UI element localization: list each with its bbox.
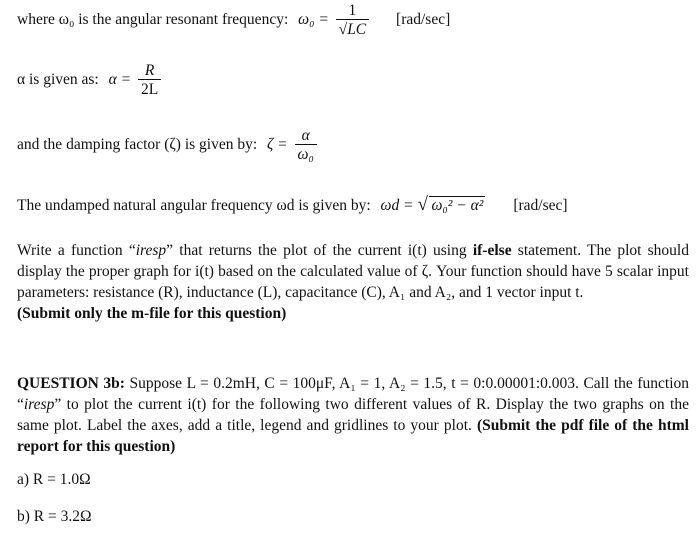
q3b-text-1: Suppose L = 0.2mH, C = 100μF, A₁ = 1, A₂ = 1.5, t = 0:0.00001:0.003. Call the function “ bbox=[17, 375, 689, 413]
eq4-radicand: ω₀² − α² bbox=[431, 197, 484, 214]
question-3b bbox=[17, 373, 689, 457]
eq-undamped-frequency bbox=[17, 196, 568, 215]
task-text-2: ” that returns the plot of the current i(t) using bbox=[166, 242, 473, 259]
eq-damping-factor bbox=[17, 127, 320, 164]
task-submit-note: (Submit only the m-file for this question) bbox=[17, 305, 287, 322]
eq1-fraction bbox=[336, 2, 369, 39]
eq3-numerator: α bbox=[301, 127, 310, 144]
task-if-else: if-else bbox=[472, 242, 512, 259]
sqrt-icon: √ bbox=[417, 194, 428, 215]
eq3-fraction bbox=[295, 127, 317, 164]
eq1-denominator: √LC bbox=[336, 19, 369, 39]
q3b-func-name: iresp bbox=[23, 396, 55, 413]
eq1-prefix: where ω₀ is the angular resonant frequency: bbox=[17, 11, 289, 29]
eq-resonant-frequency bbox=[17, 2, 450, 39]
eq4-unit: [rad/sec] bbox=[513, 197, 568, 214]
task-text-1: Write a function “ bbox=[17, 242, 136, 259]
q3b-heading: QUESTION 3b: bbox=[17, 375, 125, 392]
q3b-submit-note: (Submit the pdf file of the html report for this question) bbox=[17, 417, 689, 455]
eq4-prefix: The undamped natural angular frequency ωd is given by: bbox=[17, 197, 371, 214]
eq2-denominator: 2L bbox=[138, 79, 161, 99]
eq4-sqrt bbox=[417, 196, 485, 215]
option-a: a) R = 1.0Ω bbox=[17, 471, 91, 488]
eq2-fraction bbox=[138, 62, 161, 99]
eq-alpha bbox=[17, 62, 164, 99]
task-text-3: statement. The plot should display the proper graph for i(t) based on the calculated value of ζ. Your function should have 5 scalar input parameters: resistance (R), inductance (L), capacitance (C), A₁ and A₂, and 1 vector input t. bbox=[17, 242, 689, 301]
eq3-denominator: ω₀ bbox=[295, 144, 317, 164]
eq2-numerator: R bbox=[144, 62, 155, 79]
task-func-name: iresp bbox=[135, 242, 167, 259]
task-paragraph bbox=[17, 240, 689, 324]
eq4-lhs: ωd = bbox=[380, 197, 414, 214]
eq3-prefix: and the damping factor (ζ) is given by: bbox=[17, 136, 258, 154]
q3b-text-2: ” to plot the current i(t) for the following two different values of R. Display the two graphs on the same plot. Label the axes, add a title, legend and gridlines to your plot. bbox=[17, 396, 689, 434]
eq1-numerator: 1 bbox=[348, 2, 357, 19]
eq1-lhs: ω₀ = bbox=[298, 11, 329, 29]
eq2-lhs: α = bbox=[108, 71, 132, 89]
eq2-prefix: α is given as: bbox=[17, 71, 99, 89]
eq3-lhs: ζ = bbox=[267, 136, 288, 154]
eq1-unit: [rad/sec] bbox=[396, 11, 451, 29]
option-b: b) R = 3.2Ω bbox=[17, 508, 92, 525]
